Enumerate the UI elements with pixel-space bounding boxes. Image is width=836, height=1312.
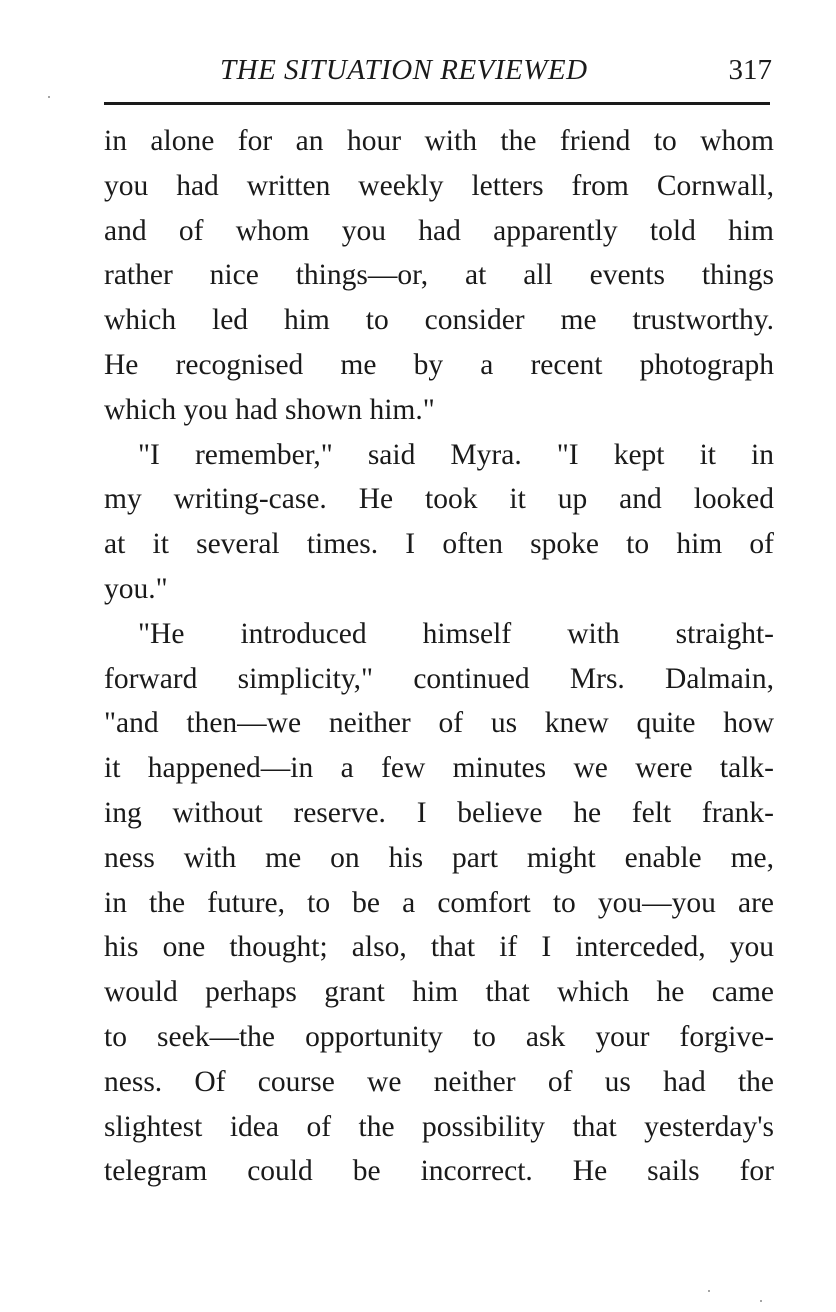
- text-line: and of whom you had apparently told him: [104, 214, 774, 247]
- text-line: "and then—we neither of us knew quite how: [104, 707, 774, 740]
- text-line: his one thought; also, that if I interceded, you: [104, 931, 774, 964]
- text-line: would perhaps grant him that which he came: [104, 976, 774, 1009]
- text-line: telegram could be incorrect. He sails for: [104, 1155, 774, 1188]
- text-line: forward simplicity," continued Mrs. Dalmain,: [104, 662, 774, 695]
- running-title: THE SITUATION REVIEWED: [220, 54, 588, 86]
- text-line: ing without reserve. I believe he felt frank-: [104, 796, 774, 829]
- text-line: slightest idea of the possibility that yesterday's: [104, 1110, 774, 1143]
- text-line: He recognised me by a recent photograph: [104, 348, 774, 381]
- page-number: 317: [728, 54, 772, 86]
- text-line: which led him to consider me trustworthy.: [104, 304, 774, 337]
- text-line: at it several times. I often spoke to him of: [104, 528, 774, 561]
- paper-speck: [48, 96, 50, 98]
- text-line: ness with me on his part might enable me,: [104, 841, 774, 874]
- text-line: my writing-case. He took it up and looked: [104, 483, 774, 516]
- text-line: "I remember," said Myra. "I kept it in: [138, 438, 774, 471]
- text-line: you had written weekly letters from Cornwall,: [104, 169, 774, 202]
- text-line: rather nice things—or, at all events things: [104, 259, 774, 292]
- text-line: ness. Of course we neither of us had the: [104, 1065, 774, 1098]
- paper-speck: [760, 1300, 762, 1302]
- header-rule: [104, 102, 770, 105]
- text-line: it happened—in a few minutes we were talk-: [104, 752, 774, 785]
- body-text: [104, 119, 774, 1194]
- text-line: in alone for an hour with the friend to whom: [104, 125, 774, 157]
- running-head: [104, 54, 772, 94]
- text-line: to seek—the opportunity to ask your forgive-: [104, 1020, 774, 1053]
- text-line: which you had shown him.": [104, 393, 435, 426]
- text-line: you.": [104, 572, 168, 605]
- text-line: "He introduced himself with straight-: [138, 617, 774, 650]
- text-line: in the future, to be a comfort to you—you are: [104, 886, 774, 919]
- paper-speck: [708, 1290, 710, 1292]
